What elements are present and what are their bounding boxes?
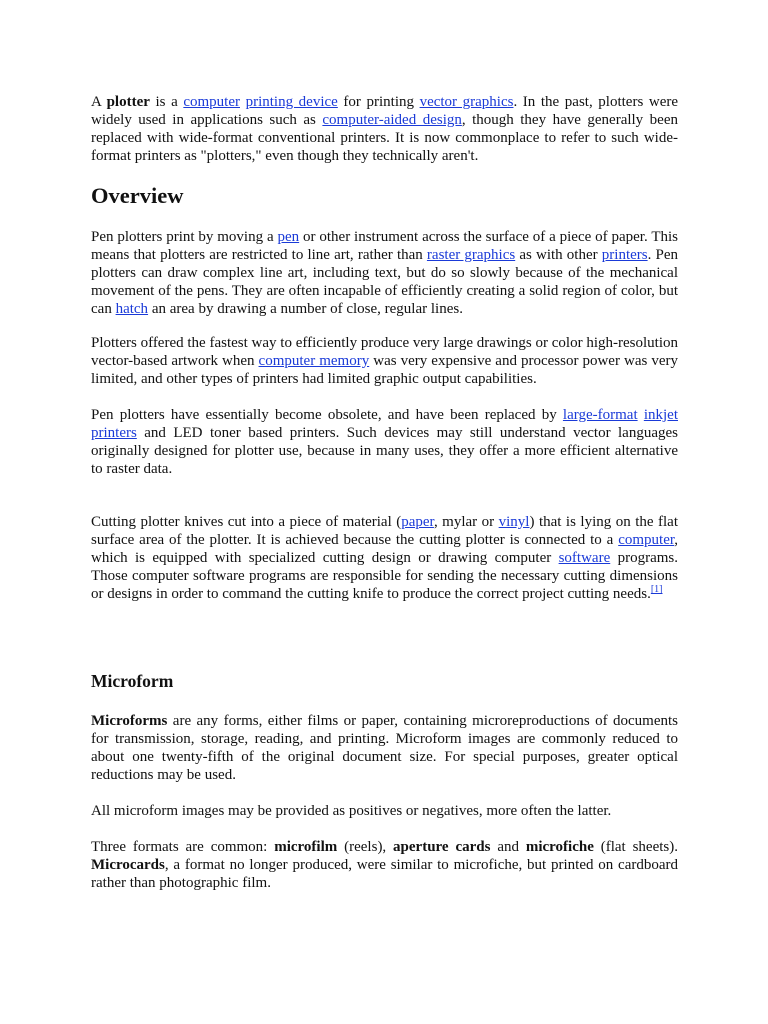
paragraph: [91, 802, 678, 820]
paragraph-text: All microform images may be provided as positives or negatives, more often the latter.: [91, 803, 612, 819]
link-printing-device[interactable]: printing device: [245, 94, 338, 110]
paragraph-text: and: [490, 839, 526, 855]
paragraph-text: is a: [149, 94, 184, 110]
link-large-format[interactable]: large-format: [562, 407, 638, 423]
paragraph-text: A: [91, 94, 107, 110]
link-pen[interactable]: pen: [277, 229, 300, 245]
citation-link-1[interactable]: [1]: [650, 584, 663, 595]
paragraph: [91, 712, 678, 784]
link-vector-graphics[interactable]: vector graphics: [419, 94, 514, 110]
paragraph-text: , a format no longer produced, were similar to microfiche, but printed on cardboard rather than photographic film.: [91, 857, 678, 891]
link-inkjet-printers[interactable]: inkjet printers: [91, 407, 678, 441]
link-software[interactable]: software: [558, 550, 611, 566]
paragraph-text: (flat sheets).: [593, 839, 678, 855]
paragraph-text: . Pen plotters can draw complex line art, including text, but do so slowly because of the mechanical movement of the pens. They are often incapable of efficiently creating a solid region of color, but can: [91, 247, 679, 317]
paragraph-text: programs. Those computer software programs are responsible for sending the necessary cutting dimensions or designs in order to command the cutting knife to produce the correct project cutting needs.: [91, 550, 679, 602]
paragraph-text: and LED toner based printers. Such devices may still understand vector languages originally designed for plotter use, because in many uses, they offer a more efficient alternative to raster data.: [91, 425, 678, 477]
link-vinyl[interactable]: vinyl: [498, 514, 530, 530]
link-paper[interactable]: paper: [401, 514, 434, 530]
section-heading-overview: Overview: [91, 183, 184, 208]
bold-term: aperture cards: [393, 839, 491, 855]
link-computer[interactable]: computer: [183, 94, 240, 110]
paragraph-text: Plotters offered the fastest way to efficiently produce very large drawings or color high-resolution vector-based artwork when: [91, 335, 678, 369]
paragraph-text: , which is equipped with specialized cutting design or drawing computer: [91, 532, 678, 566]
intro-paragraph: [91, 93, 678, 165]
paragraph-text: , though they have generally been replaced with wide-format conventional printers. It is now commonplace to refer to such wide-format printers as "plotters," even though they technically aren't.: [91, 112, 678, 164]
paragraph: [91, 838, 678, 892]
paragraph-text: was very expensive and processor power was very limited, and other types of printers had limited graphic output capabilities.: [91, 353, 678, 387]
paragraph: [91, 334, 678, 388]
paragraph-text: Cutting plotter knives cut into a piece of material (: [91, 514, 402, 530]
paragraph-text: are any forms, either films or paper, containing microreproductions of documents for transmission, storage, reading, and printing. Microform images are commonly reduced to about one twenty-fifth of the original document size. For special purposes, greater optical reductions may be used.: [91, 713, 678, 783]
link-computer-2[interactable]: computer: [618, 532, 675, 548]
bold-term: plotter: [106, 94, 150, 110]
paragraph-text: Three formats are common:: [91, 839, 275, 855]
paragraph: [91, 228, 678, 318]
link-computer-memory[interactable]: computer memory: [258, 353, 370, 369]
paragraph-text: , mylar or: [433, 514, 499, 530]
paragraph-text: or other instrument across the surface of a piece of paper. This means that plotters are restricted to line art, rather than: [91, 229, 678, 263]
link-hatch[interactable]: hatch: [115, 301, 149, 317]
bold-term: Microcards: [91, 857, 165, 873]
paragraph: [91, 406, 678, 478]
paragraph-text: Pen plotters have essentially become obsolete, and have been replaced by: [91, 407, 563, 423]
bold-term: microfiche: [525, 839, 594, 855]
bold-term: Microforms: [91, 713, 168, 729]
link-printers[interactable]: printers: [601, 247, 648, 263]
citation-superscript: [651, 584, 663, 595]
link-computer-aided-design[interactable]: computer-aided design: [322, 112, 462, 128]
paragraph-text: for printing: [337, 94, 420, 110]
paragraph-text: as with other: [515, 247, 602, 263]
paragraph-text: ) that is lying on the flat surface area of the plotter. It is achieved because the cutting plotter is connected to a: [91, 514, 679, 548]
link-raster-graphics[interactable]: raster graphics: [426, 247, 516, 263]
bold-term: microfilm: [274, 839, 338, 855]
paragraph: [91, 513, 678, 603]
paragraph-text: . In the past, plotters were widely used in applications such as: [91, 94, 679, 128]
paragraph-text: (reels),: [337, 839, 394, 855]
section-heading-microform: Microform: [91, 671, 174, 691]
paragraph-text: an area by drawing a number of close, regular lines.: [148, 301, 463, 317]
paragraph-text: Pen plotters print by moving a: [91, 229, 278, 245]
